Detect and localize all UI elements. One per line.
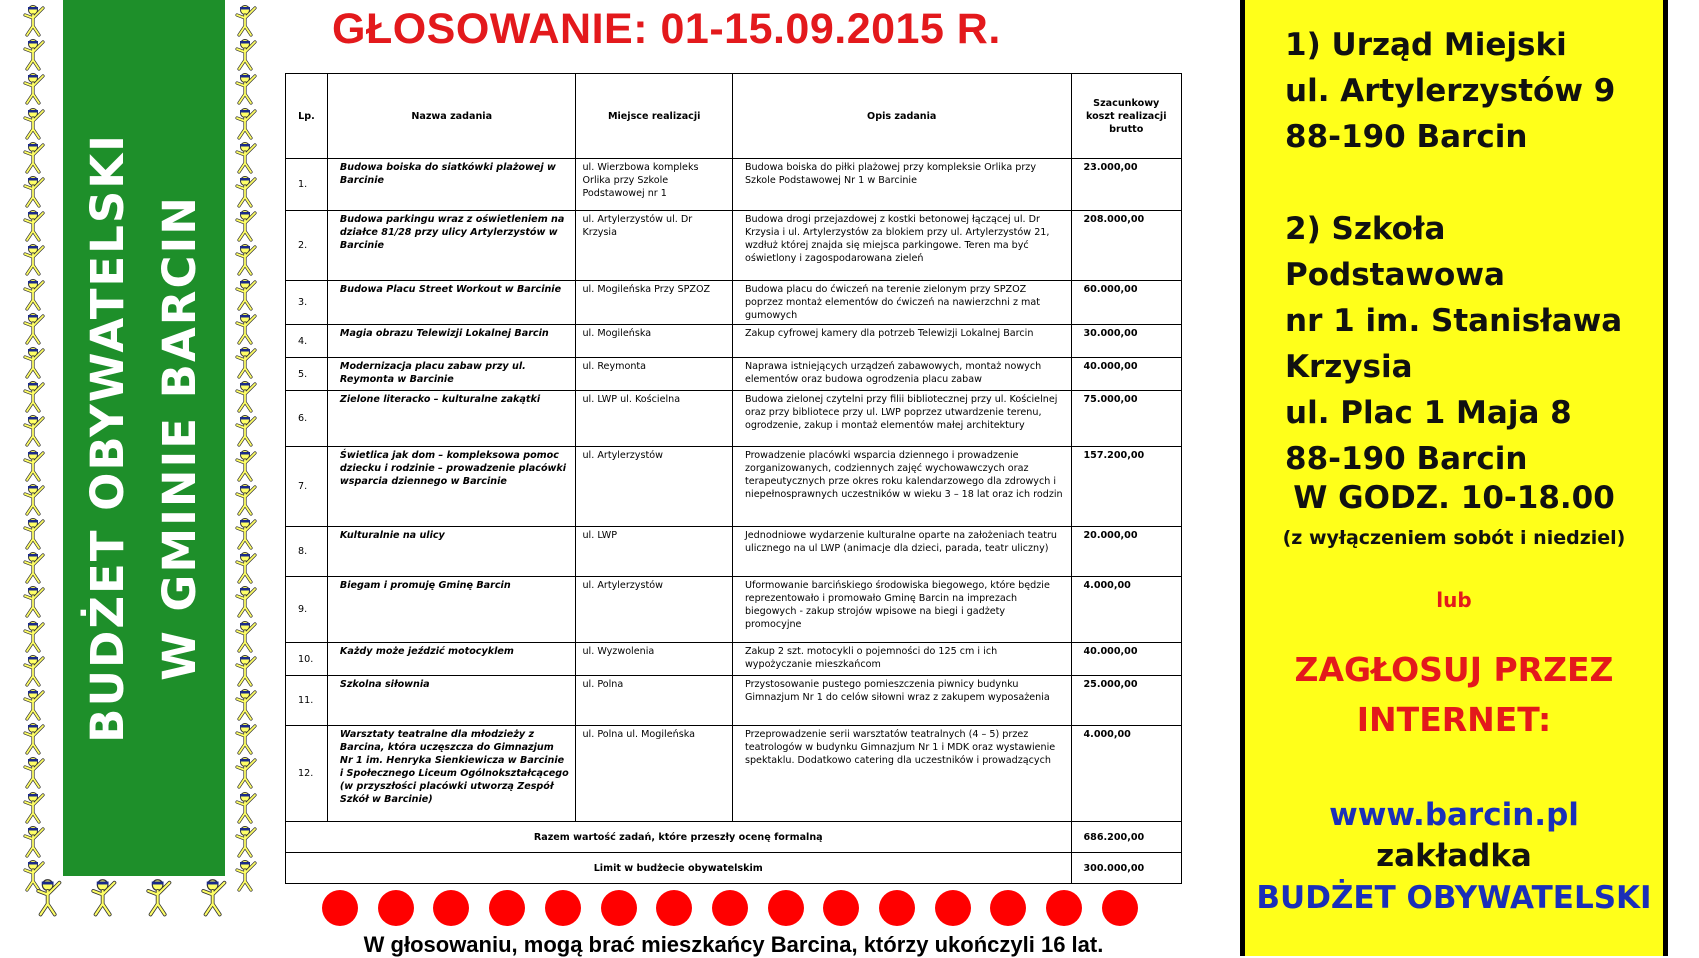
table-header-row: [286, 74, 1182, 159]
figure-column-right: [230, 0, 275, 900]
waving-person-icon: [195, 878, 235, 918]
waving-person-icon: [234, 414, 260, 448]
location-1-line-3: 88-190 Barcin: [1285, 119, 1528, 155]
waving-person-icon: [22, 278, 48, 312]
red-dot: [601, 890, 637, 926]
task-place: ul. Artylerzystów: [576, 447, 732, 527]
task-description: Budowa drogi przejazdowej z kostki betonowej łączącej ul. Dr Krzysia i ul. Artylerzystów za blokiem przy ul. Artylerzystów 21, wzdłuż której znajda się miejsca parkingowe. Teren ma być oświetlony i zagospodarowana zieleń: [732, 211, 1071, 281]
task-description: Uformowanie barcińskiego środowiska biegowego, które będzie reprezentowało i promowało Gminę Barcin na imprezach biegowych - zakup strojów wpisowe na biegi i gadżety promocyjne: [732, 577, 1071, 643]
row-number: 2.: [286, 211, 328, 281]
sum-label: Razem wartość zadań, które przeszły ocenę formalną: [286, 822, 1072, 853]
task-name: Budowa Placu Street Workout w Barcinie: [327, 281, 576, 325]
task-cost: 60.000,00: [1071, 281, 1182, 325]
row-number: 3.: [286, 281, 328, 325]
table-row: [286, 281, 1182, 325]
banner-line-2: W GMINIE BARCIN: [153, 195, 206, 681]
row-number: 8.: [286, 527, 328, 577]
waving-person-icon: [140, 878, 180, 918]
red-dot: [433, 890, 469, 926]
figure-column-left: [18, 0, 63, 900]
task-name: Świetlica jak dom – kompleksowa pomoc dziecku i rodzinie – prowadzenie placówki wsparcia dziennego w Barcinie: [327, 447, 576, 527]
location-2-line-3: Krzysia: [1285, 349, 1413, 385]
task-place: ul. Wierzbowa kompleks Orlika przy Szkole Podstawowej nr 1: [576, 159, 732, 211]
location-2-line-4: ul. Plac 1 Maja 8: [1285, 395, 1572, 431]
location-1-line-2: ul. Artylerzystów 9: [1285, 73, 1616, 109]
row-number: 6.: [286, 391, 328, 447]
waving-person-icon: [234, 209, 260, 243]
header-lp: Lp.: [286, 74, 328, 159]
voting-hours-note: (z wyłączeniem sobót i niedziel): [1282, 527, 1626, 549]
waving-person-icon: [234, 346, 260, 380]
waving-person-icon: [30, 878, 70, 918]
task-description: Zakup cyfrowej kamery dla potrzeb Telewizji Lokalnej Barcin: [732, 325, 1071, 358]
red-dots-row: [322, 890, 1142, 926]
voting-hours: W GODZ. 10-18.00: [1293, 480, 1615, 516]
waving-person-icon: [22, 756, 48, 790]
task-cost: 75.000,00: [1071, 391, 1182, 447]
task-place: ul. Reymonta: [576, 358, 732, 391]
task-name: Budowa boiska do siatkówki plażowej w Barcinie: [327, 159, 576, 211]
task-description: Przeprowadzenie serii warsztatów teatralnych (4 – 5) przez teatrologów w budynku Gimnazjum Nr 1 i MDK oraz wystawienie spektaklu. Dodatkowo catering dla uczestników i prowadzących: [732, 726, 1071, 822]
location-2-line-5: 88-190 Barcin: [1285, 441, 1528, 477]
waving-person-icon: [234, 483, 260, 517]
table-row: [286, 577, 1182, 643]
waving-person-icon: [234, 654, 260, 688]
row-number: 12.: [286, 726, 328, 822]
locations-list: [1285, 22, 1645, 482]
waving-person-icon: [22, 175, 48, 209]
limit-row: [286, 853, 1182, 884]
waving-person-icon: [22, 825, 48, 859]
task-place: ul. Wyzwolenia: [576, 643, 732, 676]
waving-person-icon: [22, 4, 48, 38]
projects-table: [285, 73, 1182, 884]
task-description: Prowadzenie placówki wsparcia dziennego i prowadzenie zorganizowanych, codziennych zajęć wychowawczych oraz terapeutycznych prze okres roku kalendarzowego dla zdrowych i niepełnosprawnych uczestników w wieku 3 – 18 lat oraz ich rodzin: [732, 447, 1071, 527]
table-row: [286, 358, 1182, 391]
red-dot: [378, 890, 414, 926]
task-name: Kulturalnie na ulicy: [327, 527, 576, 577]
task-cost: 208.000,00: [1071, 211, 1182, 281]
limit-value: 300.000,00: [1071, 853, 1182, 884]
location-1-line-1: 1) Urząd Miejski: [1285, 27, 1567, 63]
waving-person-icon: [22, 38, 48, 72]
table-row: [286, 643, 1182, 676]
sum-value: 686.200,00: [1071, 822, 1182, 853]
waving-person-icon: [22, 380, 48, 414]
waving-person-icon: [22, 141, 48, 175]
row-number: 7.: [286, 447, 328, 527]
table-row: [286, 676, 1182, 726]
waving-person-icon: [234, 141, 260, 175]
red-dot: [1102, 890, 1138, 926]
task-place: ul. Artylerzystów ul. Dr Krzysia: [576, 211, 732, 281]
task-place: ul. Mogileńska Przy SPZOZ: [576, 281, 732, 325]
waving-person-icon: [234, 688, 260, 722]
waving-person-icon: [234, 756, 260, 790]
table-row: [286, 527, 1182, 577]
waving-person-icon: [85, 878, 125, 918]
waving-person-icon: [234, 312, 260, 346]
task-cost: 25.000,00: [1071, 676, 1182, 726]
waving-person-icon: [234, 722, 260, 756]
voting-locations-panel: [1240, 0, 1668, 956]
task-cost: 40.000,00: [1071, 358, 1182, 391]
row-number: 10.: [286, 643, 328, 676]
waving-person-icon: [234, 449, 260, 483]
table-row: [286, 211, 1182, 281]
waving-person-icon: [22, 722, 48, 756]
task-name: Zielone literacko – kulturalne zakątki: [327, 391, 576, 447]
table-row: [286, 391, 1182, 447]
waving-person-icon: [234, 278, 260, 312]
table-row: [286, 726, 1182, 822]
waving-person-icon: [22, 551, 48, 585]
task-name: Warsztaty teatralne dla młodzieży z Barcina, która uczęszcza do Gimnazjum Nr 1 im. Henryka Sienkiewicza w Barcinie i Społecznego Liceum Ogólnokształcącego (w przyszłości placówki utworzą Zespół Szkół w Barcinie): [327, 726, 576, 822]
waving-person-icon: [22, 243, 48, 277]
waving-person-icon: [234, 791, 260, 825]
figure-row-bottom: [30, 872, 270, 920]
task-name: Szkolna siłownia: [327, 676, 576, 726]
task-place: ul. LWP ul. Kościelna: [576, 391, 732, 447]
task-name: Każdy może jeździć motocyklem: [327, 643, 576, 676]
tab-label: zakładka: [1376, 838, 1532, 874]
task-description: Zakup 2 szt. motocykli o pojemności do 125 cm i ich wypożyczanie mieszkańcom: [732, 643, 1071, 676]
red-dot: [879, 890, 915, 926]
table-row: [286, 325, 1182, 358]
sum-row: [286, 822, 1182, 853]
task-cost: 30.000,00: [1071, 325, 1182, 358]
row-number: 5.: [286, 358, 328, 391]
waving-person-icon: [234, 825, 260, 859]
red-dot: [322, 890, 358, 926]
waving-person-icon: [22, 791, 48, 825]
task-name: Magia obrazu Telewizji Lokalnej Barcin: [327, 325, 576, 358]
waving-person-icon: [234, 585, 260, 619]
task-description: Przystosowanie pustego pomieszczenia piwnicy budynku Gimnazjum Nr 1 do celów siłowni wraz z zakupem wyposażenia: [732, 676, 1071, 726]
task-cost: 157.200,00: [1071, 447, 1182, 527]
waving-person-icon: [234, 243, 260, 277]
task-description: Jednodniowe wydarzenie kulturalne oparte na założeniach teatru ulicznego na ul LWP (animacje dla dzieci, parada, teatr uliczny): [732, 527, 1071, 577]
red-dot: [489, 890, 525, 926]
waving-person-icon: [22, 688, 48, 722]
task-place: ul. Polna: [576, 676, 732, 726]
waving-person-icon: [22, 107, 48, 141]
red-dot: [768, 890, 804, 926]
red-dot: [545, 890, 581, 926]
task-description: Budowa boiska do piłki plażowej przy kompleksie Orlika przy Szkole Podstawowej Nr 1 w Barcinie: [732, 159, 1071, 211]
banner-line-1: BUDŻET OBYWATELSKI: [81, 133, 134, 743]
waving-person-icon: [22, 72, 48, 106]
task-name: Budowa parkingu wraz z oświetleniem na działce 81/28 przy ulicy Artylerzystów w Barcinie: [327, 211, 576, 281]
task-description: Naprawa istniejących urządzeń zabawowych, montaż nowych elementów oraz budowa ogrodzenia placu zabaw: [732, 358, 1071, 391]
red-dot: [712, 890, 748, 926]
task-cost: 20.000,00: [1071, 527, 1182, 577]
waving-person-icon: [22, 414, 48, 448]
location-2-line-1: 2) Szkoła Podstawowa: [1285, 211, 1505, 293]
row-number: 4.: [286, 325, 328, 358]
waving-person-icon: [234, 380, 260, 414]
row-number: 11.: [286, 676, 328, 726]
location-2-line-2: nr 1 im. Stanisława: [1285, 303, 1623, 339]
header-name: Nazwa zadania: [327, 74, 576, 159]
header-place: Miejsce realizacji: [576, 74, 732, 159]
task-name: Modernizacja placu zabaw przy ul. Reymonta w Barcinie: [327, 358, 576, 391]
vote-online-line-1: ZAGŁOSUJ PRZEZ: [1294, 650, 1614, 689]
waving-person-icon: [22, 585, 48, 619]
header-description: Opis zadania: [732, 74, 1071, 159]
red-dot: [1046, 890, 1082, 926]
red-dot: [656, 890, 692, 926]
waving-person-icon: [234, 551, 260, 585]
waving-person-icon: [234, 4, 260, 38]
waving-person-icon: [234, 517, 260, 551]
task-place: ul. Mogileńska: [576, 325, 732, 358]
task-description: Budowa zielonej czytelni przy filii bibliotecznej przy ul. Kościelnej oraz przy bibliotece przy ul. LWP poprzez utwardzenie terenu, ogrodzenie, zakup i montaż elementów małej architektury: [732, 391, 1071, 447]
footer-note: W głosowaniu, mogą brać mieszkańcy Barcina, którzy ukończyli 16 lat.: [363, 932, 1104, 957]
red-dot: [935, 890, 971, 926]
waving-person-icon: [22, 620, 48, 654]
waving-person-icon: [22, 449, 48, 483]
row-number: 9.: [286, 577, 328, 643]
or-label: lub: [1436, 588, 1472, 612]
waving-person-icon: [22, 312, 48, 346]
waving-person-icon: [234, 175, 260, 209]
waving-person-icon: [22, 517, 48, 551]
waving-person-icon: [22, 483, 48, 517]
header-cost: Szacunkowy koszt realizacji brutto: [1071, 74, 1182, 159]
task-place: ul. Artylerzystów: [576, 577, 732, 643]
red-dot: [823, 890, 859, 926]
website-link[interactable]: www.barcin.pl: [1329, 797, 1579, 833]
waving-person-icon: [234, 38, 260, 72]
waving-person-icon: [234, 107, 260, 141]
waving-person-icon: [22, 209, 48, 243]
task-name: Biegam i promuję Gminę Barcin: [327, 577, 576, 643]
task-cost: 4.000,00: [1071, 577, 1182, 643]
waving-person-icon: [22, 654, 48, 688]
row-number: 1.: [286, 159, 328, 211]
task-cost: 23.000,00: [1071, 159, 1182, 211]
red-dot: [990, 890, 1026, 926]
task-cost: 4.000,00: [1071, 726, 1182, 822]
task-place: ul. LWP: [576, 527, 732, 577]
budget-banner-text: [72, 133, 216, 743]
waving-person-icon: [234, 72, 260, 106]
limit-label: Limit w budżecie obywatelskim: [286, 853, 1072, 884]
table-row: [286, 447, 1182, 527]
table-row: [286, 159, 1182, 211]
waving-person-icon: [234, 620, 260, 654]
task-cost: 40.000,00: [1071, 643, 1182, 676]
tab-name: BUDŻET OBYWATELSKI: [1256, 880, 1652, 916]
voting-title: GŁOSOWANIE: 01-15.09.2015 R.: [332, 5, 1001, 53]
task-description: Budowa placu do ćwiczeń na terenie zielonym przy SPZOZ poprzez montaż elementów do ćwiczeń na nawierzchni z mat gumowych: [732, 281, 1071, 325]
vote-online-line-2: INTERNET:: [1356, 700, 1552, 739]
waving-person-icon: [22, 346, 48, 380]
task-place: ul. Polna ul. Mogileńska: [576, 726, 732, 822]
